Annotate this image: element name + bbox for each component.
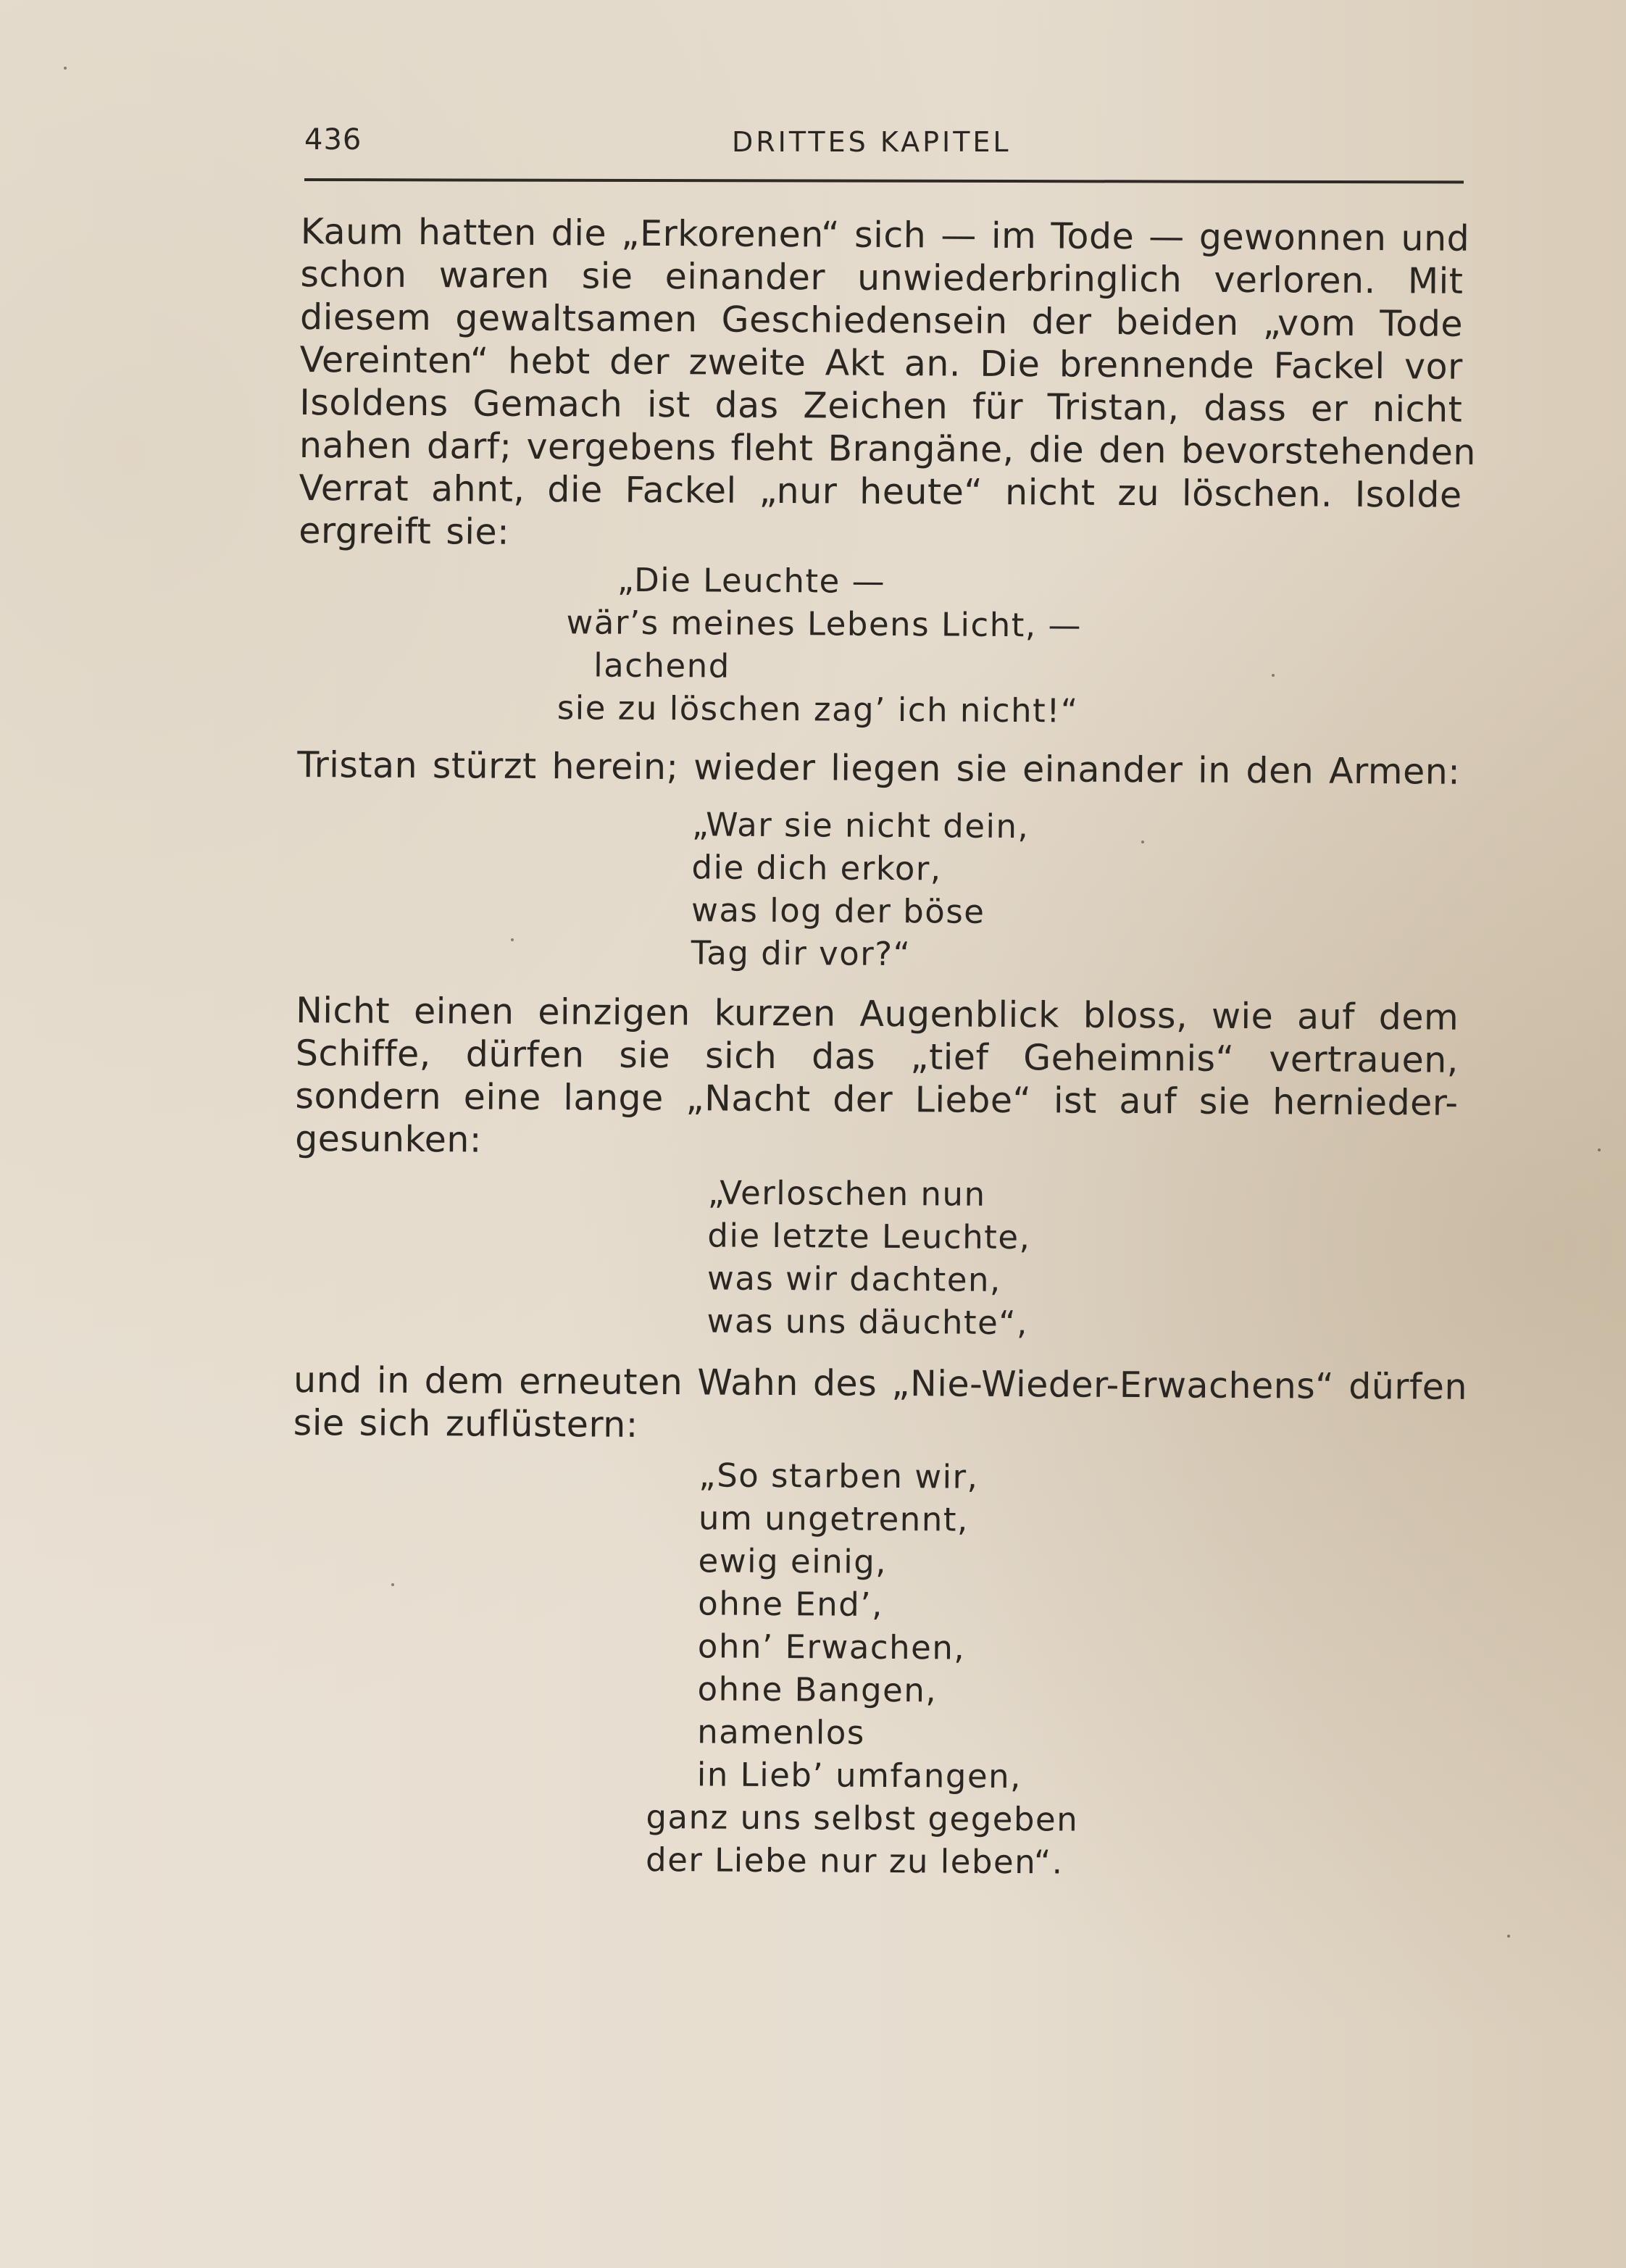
verse-line: um ungetrennt, [698, 1498, 969, 1539]
verse-line: in Lieb’ umfangen, [696, 1755, 1022, 1796]
paper-speck [511, 938, 514, 941]
verse-line: „Die Leuchte — [617, 560, 886, 601]
verse-line: sie zu löschen zag’ ich nicht!“ [556, 688, 1079, 730]
page-number: 436 [304, 123, 362, 157]
body-text [291, 210, 1477, 1886]
verse-line: „War sie nicht dein, [691, 805, 1030, 846]
verse-line: „So starben wir, [699, 1456, 979, 1496]
verse-line: was log der böse [691, 891, 985, 931]
paragraph-1 [299, 210, 1477, 559]
verse-line: Tag dir vor?“ [691, 933, 912, 974]
text-line: schon waren sie einander unwiederbringlich verloren. Mit [300, 253, 1464, 302]
verse-line: der Liebe nur zu leben“. [645, 1840, 1064, 1882]
verse-quote-3 [706, 1171, 1457, 1346]
verse-line: namenlos [697, 1712, 865, 1752]
paper-speck [1141, 841, 1144, 843]
verse-line: was wir dachten, [706, 1259, 1001, 1299]
running-head: DRITTES KAPITEL [732, 126, 1012, 158]
verse-line: ohn’ Erwachen, [697, 1627, 966, 1667]
verse-line: die dich erkor, [691, 848, 942, 888]
paragraph-2 [297, 743, 1460, 793]
text-line: diesem gewaltsamen Geschiedensein der beiden „vom Tode [299, 296, 1464, 345]
page-header [304, 123, 1464, 174]
text-line: Nicht einen einzigen kurzen Augenblick bloss, wie auf dem [296, 989, 1459, 1038]
paper-speck [1598, 1148, 1601, 1151]
text-line: Verrat ahnt, die Fackel „nur heute“ nicht zu löschen. Isolde [299, 467, 1462, 516]
verse-quote-2 [691, 803, 1460, 978]
verse-line: was uns däuchte“, [706, 1301, 1029, 1343]
text-line: sondern eine lange „Nacht der Liebe“ ist auf sie hernieder- [295, 1075, 1459, 1124]
header-rule [304, 178, 1464, 183]
verse-line: lachend [593, 646, 730, 685]
paper-speck [1507, 1935, 1510, 1938]
text-line: Kaum hatten die „Erkorenen“ sich — im Tode — gewonnen und [300, 210, 1470, 259]
verse-quote-1 [556, 559, 1462, 735]
verse-line: ganz uns selbst gegeben [646, 1797, 1079, 1839]
paper-speck [391, 1583, 394, 1586]
verse-line: „Verloschen nun [707, 1173, 986, 1214]
verse-line: ohne End’, [698, 1584, 884, 1624]
text-line: ergreift sie: [299, 509, 510, 553]
verse-line: ewig einig, [698, 1541, 888, 1581]
text-line: Isoldens Gemach ist das Zeichen für Tristan, dass er nicht [299, 381, 1463, 430]
paper-speck [64, 67, 67, 70]
verse-line: die letzte Leuchte, [707, 1216, 1031, 1257]
text-line: Schiffe, dürfen sie sich das „tief Geheimnis“ vertrauen, [295, 1032, 1459, 1081]
paragraph-3 [295, 989, 1459, 1167]
text-line: nahen darf; vergebens fleht Brangäne, die den bevorstehenden [299, 424, 1477, 473]
verse-quote-4 [645, 1454, 1456, 1885]
text-line: gesunken: [294, 1117, 483, 1161]
paper-speck [1272, 674, 1275, 677]
text-line: Tristan stürzt herein; wieder liegen sie einander in den Armen: [297, 743, 1461, 793]
text-line: sie sich zuflüstern: [293, 1401, 638, 1446]
text-line: Vereinten“ hebt der zweite Akt an. Die brennende Fackel vor [299, 338, 1463, 388]
text-line: und in dem erneuten Wahn des „Nie-Wieder-Erwachens“ dürfen [293, 1359, 1468, 1408]
paragraph-4 [293, 1359, 1468, 1451]
verse-line: wär’s meines Lebens Licht, — [566, 603, 1083, 645]
verse-line: ohne Bangen, [697, 1669, 938, 1710]
